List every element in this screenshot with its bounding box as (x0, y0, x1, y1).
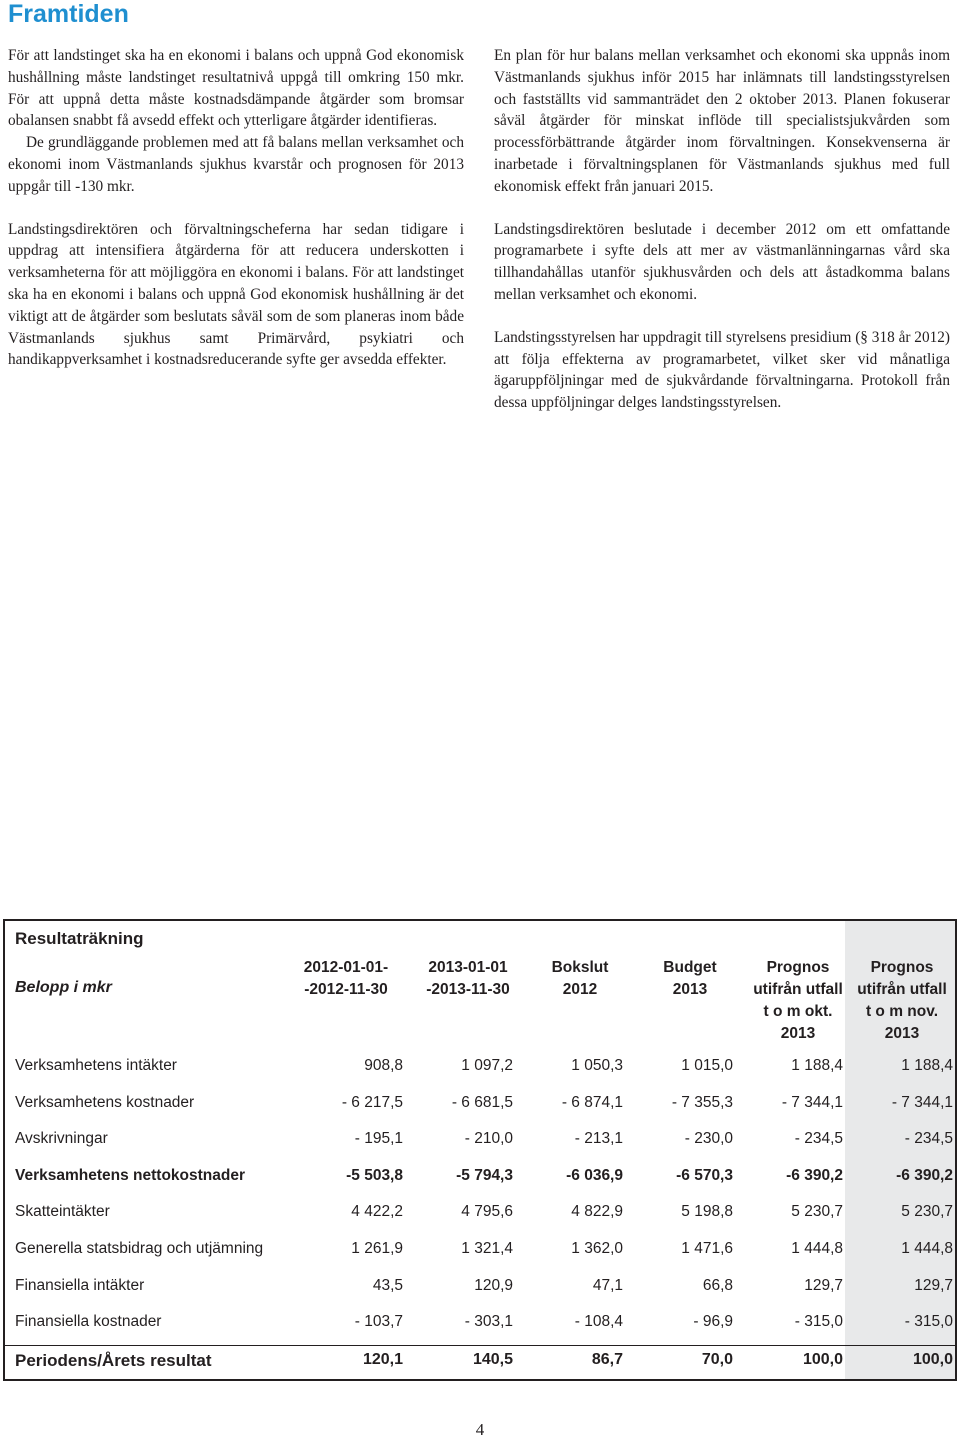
column-header: Prognos utifrån utfall t o m nov. 2013 (857, 959, 947, 1042)
table-row: Avskrivningar - 195,1 - 210,0 - 213,1 - 230,0 - 234,5 - 234,5 (15, 1130, 953, 1147)
table-row: Generella statsbidrag och utjämning 1 261,9 1 321,4 1 362,0 1 471,6 1 444,8 1 444,8 (15, 1240, 953, 1257)
result-row: Periodens/Årets resultat 120,1 140,5 86,7 70,0 100,0 100,0 (15, 1351, 953, 1370)
result-divider (5, 1345, 955, 1346)
column-header: Bokslut 2012 (551, 959, 609, 998)
paragraph: De grundläggande problemen med att få balans mellan verksamhet och ekonomi inom Västmanlands sjukhus kvarstår och prognosen för 2013 uppgår till -130 mkr. (8, 134, 464, 195)
column-header: 2012-01-01- -2012-11-30 (303, 959, 389, 998)
paragraph: Landstingsdirektören beslutade i december 2012 om ett omfattande programarbete i syfte dels att mer av västmanlänningarnas vård ska tillhandahållas utanför sjukhusvården och dels att åstadkomma balans mellan verksamhet och ekonomi. (494, 220, 950, 303)
column-header: 2013-01-01 -2013-11-30 (426, 959, 510, 998)
table-row: Verksamhetens kostnader - 6 217,5 - 6 681,5 - 6 874,1 - 7 355,3 - 7 344,1 - 7 344,1 (15, 1094, 953, 1111)
table-row: Finansiella kostnader - 103,7 - 303,1 - 108,4 - 96,9 - 315,0 - 315,0 (15, 1313, 953, 1330)
table-title: Resultaträkning (15, 929, 144, 948)
column-header: Prognos utifrån utfall t o m okt. 2013 (753, 959, 843, 1042)
right-text-column (494, 45, 950, 435)
table-unit-label: Belopp i mkr (15, 979, 112, 996)
paragraph: För att landstinget ska ha en ekonomi i balans och uppnå God ekonomisk hushållning måste landstinget resultatnivå uppgå till omkring 150 mkr. För att uppnå detta måste kostnadsdämpande åtgärder som bromsar obalansen snabbt få avsedd effekt och ytterligare åtgärder identifieras. (8, 47, 464, 130)
column-header: Budget 2013 (663, 959, 717, 998)
income-statement-table (3, 919, 957, 1381)
paragraph: Landstingsdirektören och förvaltningscheferna har sedan tidigare i uppdrag att intensifiera åtgärderna för att reducera underskotten i verksamheterna för att möjliggöra en ekonomi i balans. För att landstinget ska ha en ekonomi i balans och uppnå God ekonomisk hushållning är det viktigt att de åtgärder som beslutats såväl som de som planeras inom både Västmanlands sjukhus samt Primärvård, psykiatri och handikappverksamhet i kostnadsreducerande syfte ger avsedda effekter. (8, 220, 464, 369)
table-row: Finansiella intäkter 43,5 120,9 47,1 66,8 129,7 129,7 (15, 1277, 953, 1294)
table-row: Verksamhetens intäkter 908,8 1 097,2 1 050,3 1 015,0 1 188,4 1 188,4 (15, 1057, 953, 1074)
table-row: Verksamhetens nettokostnader -5 503,8 -5 794,3 -6 036,9 -6 570,3 -6 390,2 -6 390,2 (15, 1167, 953, 1184)
page-number: 4 (475, 1420, 485, 1439)
left-text-column (8, 45, 464, 392)
paragraph: En plan för hur balans mellan verksamhet och ekonomi ska uppnås inom Västmanlands sjukhus inför 2015 har inlämnats till landstingsstyrelsen och fastställts vid sammanträdet den 2 oktober 2013. Planen fokuserar såväl åtgärder för minskat inflöde till specialistsjukvården som processförbättrande åtgärder inom förvaltningen. Konsekvenserna är inarbetade i förvaltningsplanen för Västmanlands sjukhus med full ekonomisk effekt från januari 2015. (494, 47, 950, 195)
table-row: Skatteintäkter 4 422,2 4 795,6 4 822,9 5 198,8 5 230,7 5 230,7 (15, 1203, 953, 1220)
paragraph: Landstingsstyrelsen har uppdragit till styrelsens presidium (§ 318 år 2012) att följa effekterna av programarbetet, vilket sker vid månatliga ägaruppföljningar med de sjukvårdande förvaltningarna. Protokoll från dessa uppföljningar delges landstingsstyrelsen. (494, 328, 950, 412)
page-title: Framtiden (8, 0, 129, 28)
